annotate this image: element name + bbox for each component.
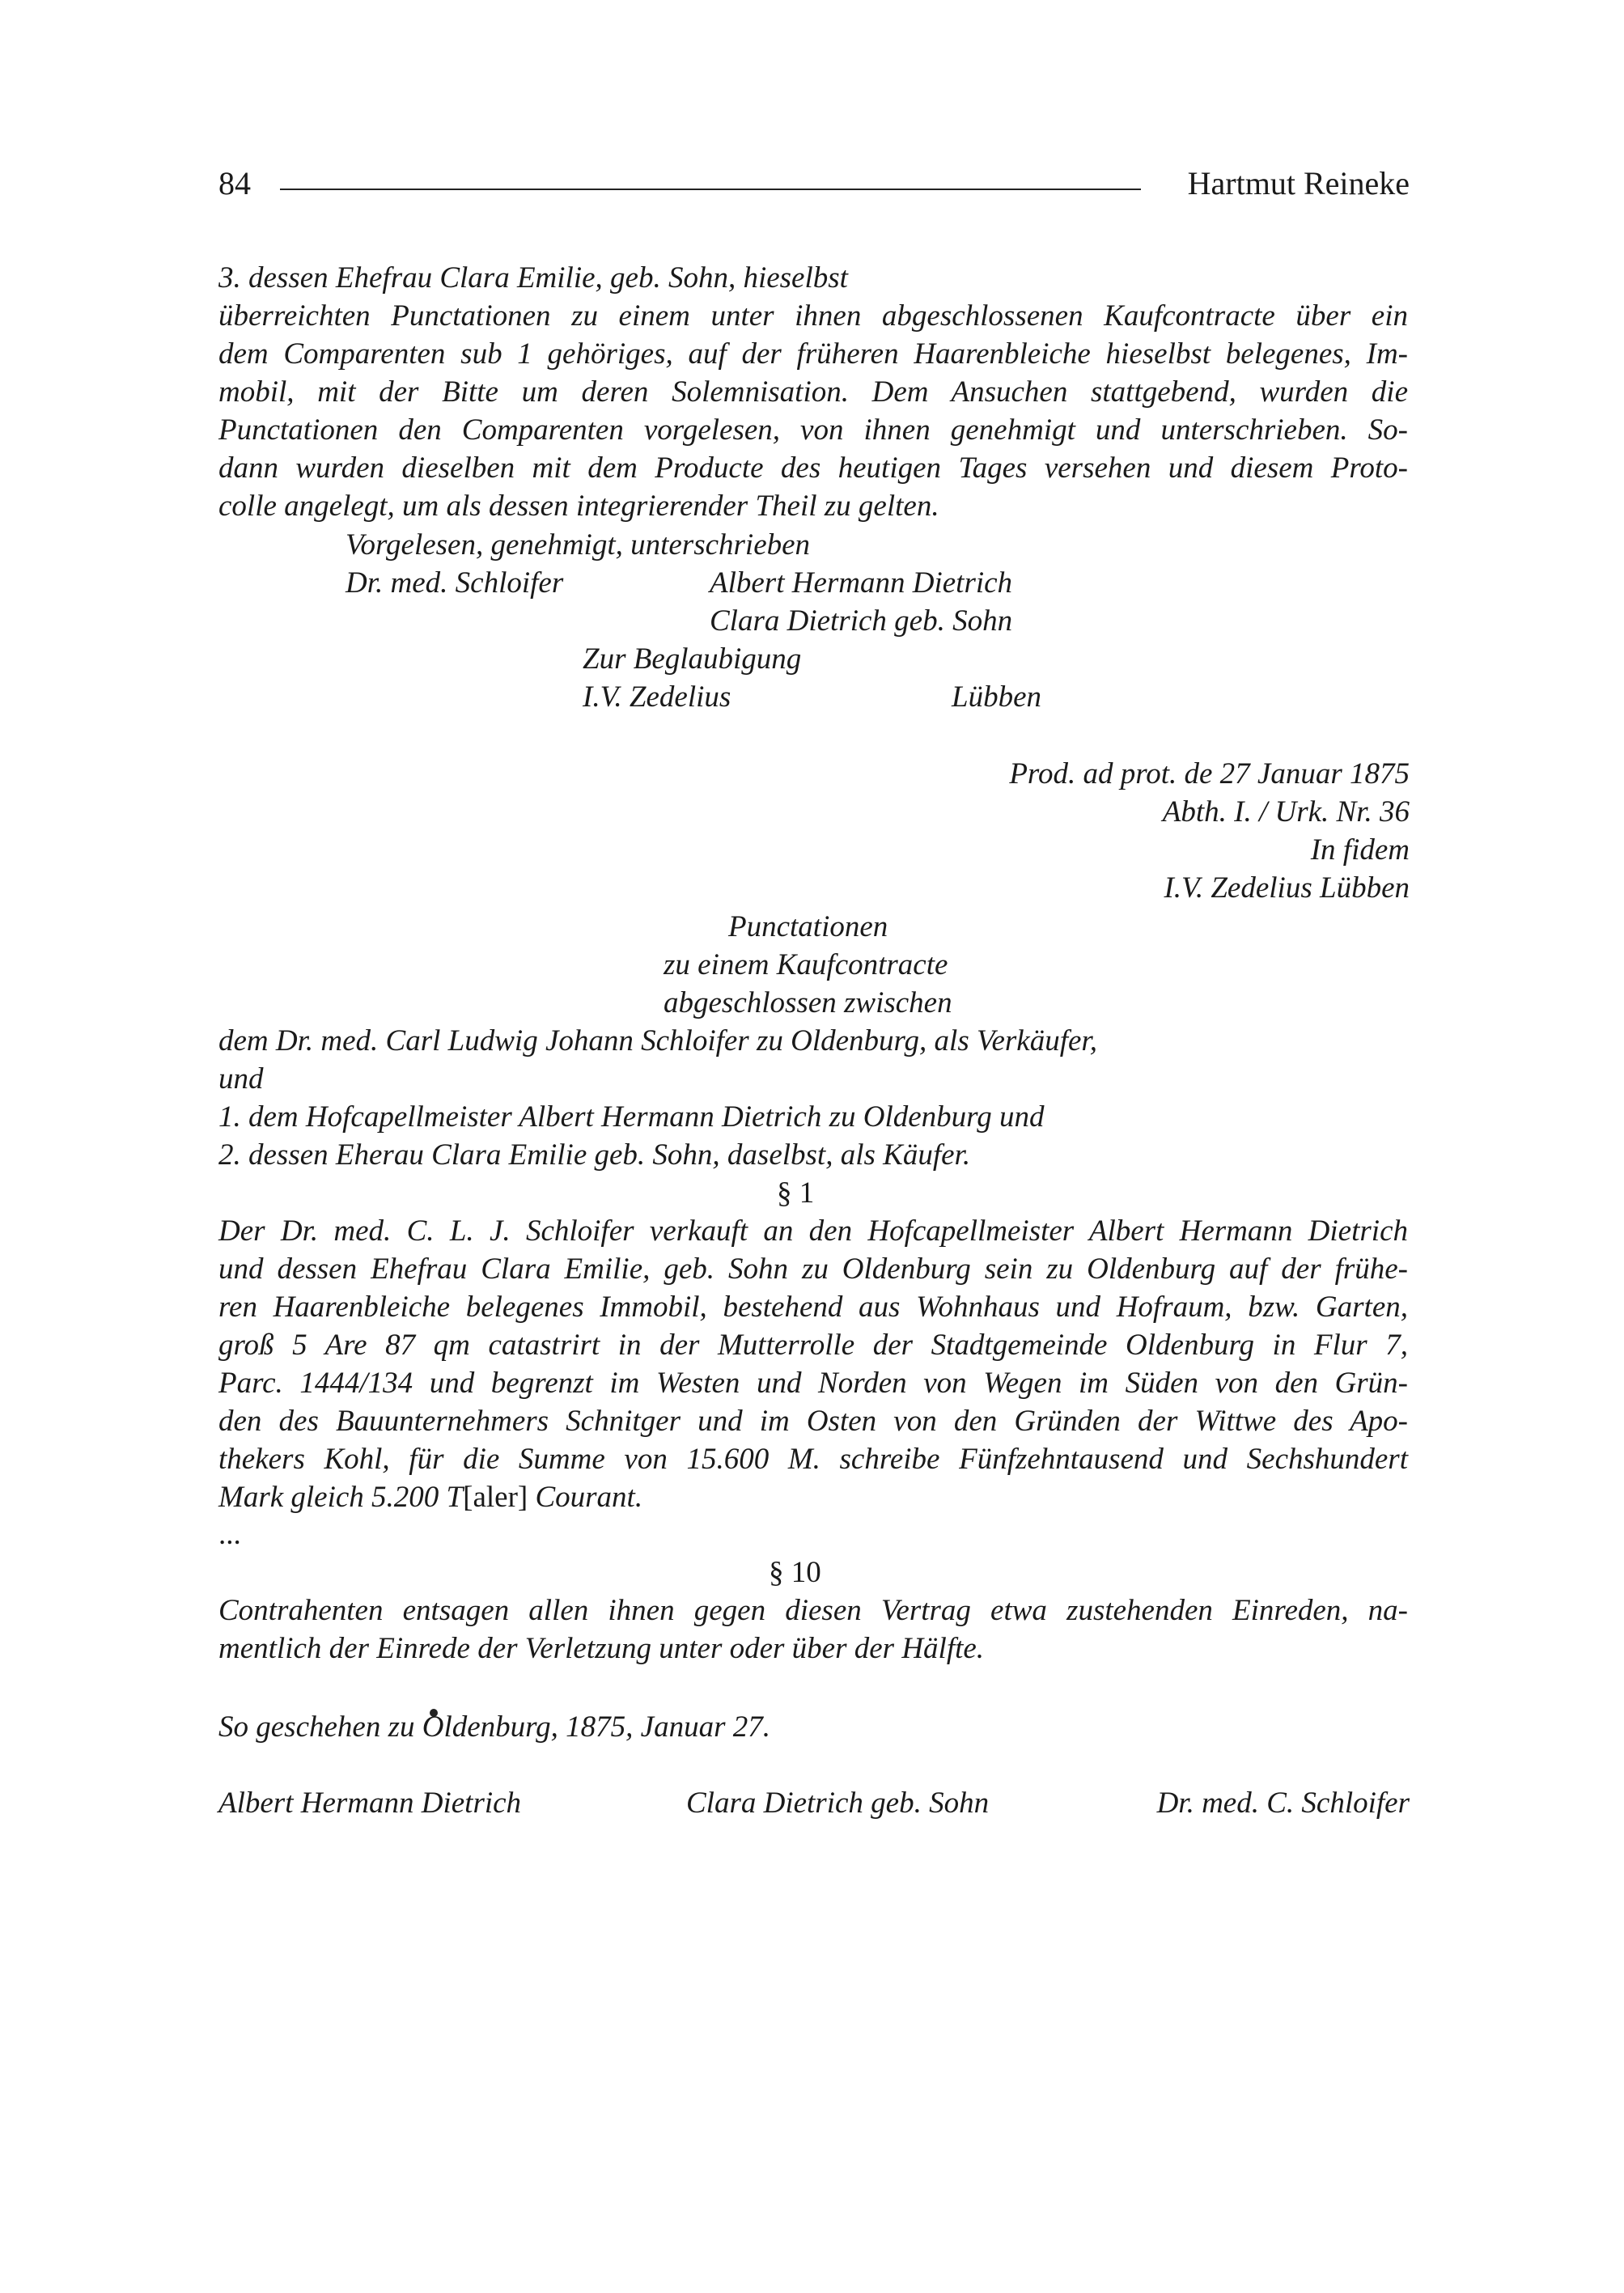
signature-luebben: Lübben — [952, 680, 1041, 714]
section1-last-line — [218, 1482, 642, 1512]
section1-last-after: Courant. — [528, 1481, 643, 1514]
party-line: 1. dem Hofcapellmeister Albert Hermann Dietrich zu Oldenburg und — [218, 1100, 1045, 1134]
title-line: zu einem Kaufcontracte — [664, 948, 948, 981]
final-signature-clara: Clara Dietrich geb. Sohn — [686, 1787, 990, 1820]
final-signature-dietrich: Albert Hermann Dietrich — [218, 1787, 522, 1820]
section10-line: Contrahenten entsagen allen ihnen gegen diesen Vertrag etwa zustehenden Einreden, na- — [218, 1594, 1408, 1627]
party-line: dem Dr. med. Carl Ludwig Johann Schloifer zu Oldenburg, als Verkäufer, — [218, 1024, 1097, 1057]
paragraph1-line: Punctationen den Comparenten vorgelesen, von ihnen genehmigt und unterschrieben. So- — [218, 413, 1408, 447]
section1-line: Parc. 1444/134 und begrenzt im Westen und Norden von Wegen im Süden von den Grün- — [218, 1367, 1408, 1400]
page-number: 84 — [218, 165, 251, 201]
section1-line: groß 5 Are 87 qm catastrirt in der Mutterrolle der Stadtgemeinde Oldenburg in Flur 7, — [218, 1329, 1408, 1362]
section1-line: thekers Kohl, für die Summe von 15.600 M. schreibe Fünfzehntausend und Sechshundert — [218, 1443, 1408, 1476]
beglaubigung-line: Zur Beglaubigung — [583, 642, 802, 676]
section1-line: ren Haarenbleiche belegenes Immobil, bestehend aus Wohnhaus und Hofraum, bzw. Garten, — [218, 1291, 1408, 1324]
closing-line: So geschehen zu Oldenburg, 1875, Januar 27. — [218, 1710, 771, 1744]
ellipsis: ... — [218, 1518, 241, 1551]
title-line: Punctationen — [728, 910, 888, 943]
prod-line: Prod. ad prot. de 27 Januar 1875 — [1009, 757, 1410, 790]
section1-heading: § 1 — [777, 1176, 815, 1210]
paragraph1-line: dem Comparenten sub 1 gehöriges, auf der früheren Haarenbleiche hieselbst belegenes, Im- — [218, 337, 1408, 371]
running-header-author: Hartmut Reineke — [1187, 165, 1410, 201]
section1-line: den des Bauunternehmers Schnitger und im Osten von den Gründen der Wittwe des Apo- — [218, 1405, 1408, 1438]
vorgelesen-line: Vorgelesen, genehmigt, unterschrieben — [346, 528, 811, 562]
prod-line: I.V. Zedelius Lübben — [1164, 871, 1410, 905]
party-line: und — [218, 1062, 264, 1096]
header-rule — [280, 189, 1141, 190]
party-line: 2. dessen Eherau Clara Emilie geb. Sohn, daselbst, als Käufer. — [218, 1138, 971, 1172]
signature-zedelius: I.V. Zedelius — [583, 680, 731, 714]
prod-line: In fidem — [1310, 833, 1410, 867]
section1-last-before: Mark gleich 5.200 T — [218, 1481, 464, 1514]
section1-line: Der Dr. med. C. L. J. Schloifer verkauft an den Hofcapellmeister Albert Hermann Dietrich — [218, 1214, 1408, 1248]
title-line: abgeschlossen zwischen — [664, 986, 952, 1019]
signature-schloifer: Dr. med. Schloifer — [346, 566, 564, 600]
section10-heading: § 10 — [769, 1556, 821, 1589]
section10-last-line: mentlich der Einrede der Verletzung unter oder über der Hälfte. — [218, 1632, 985, 1665]
paragraph1-line: überreichten Punctationen zu einem unter ihnen abgeschlossenen Kaufcontracte über ein — [218, 299, 1408, 333]
paragraph1-line: dann wurden dieselben mit dem Producte des heutigen Tages versehen und diesem Proto- — [218, 451, 1408, 485]
section1-line: und dessen Ehefrau Clara Emilie, geb. Sohn zu Oldenburg sein zu Oldenburg auf der frühe- — [218, 1252, 1408, 1286]
prod-line: Abth. I. / Urk. Nr. 36 — [1162, 795, 1410, 829]
signature-clara: Clara Dietrich geb. Sohn — [710, 604, 1013, 638]
intro-line: 3. dessen Ehefrau Clara Emilie, geb. Sohn, hieselbst — [218, 261, 848, 295]
final-signature-schloifer: Dr. med. C. Schloifer — [1156, 1787, 1410, 1820]
signature-dietrich: Albert Hermann Dietrich — [710, 566, 1013, 600]
editorial-bracket: [aler] — [463, 1481, 528, 1514]
paragraph1-last-line: colle angelegt, um als dessen integrierender Theil zu gelten. — [218, 490, 939, 523]
paragraph1-line: mobil, mit der Bitte um deren Solemnisation. Dem Ansuchen stattgebend, wurden die — [218, 375, 1408, 409]
